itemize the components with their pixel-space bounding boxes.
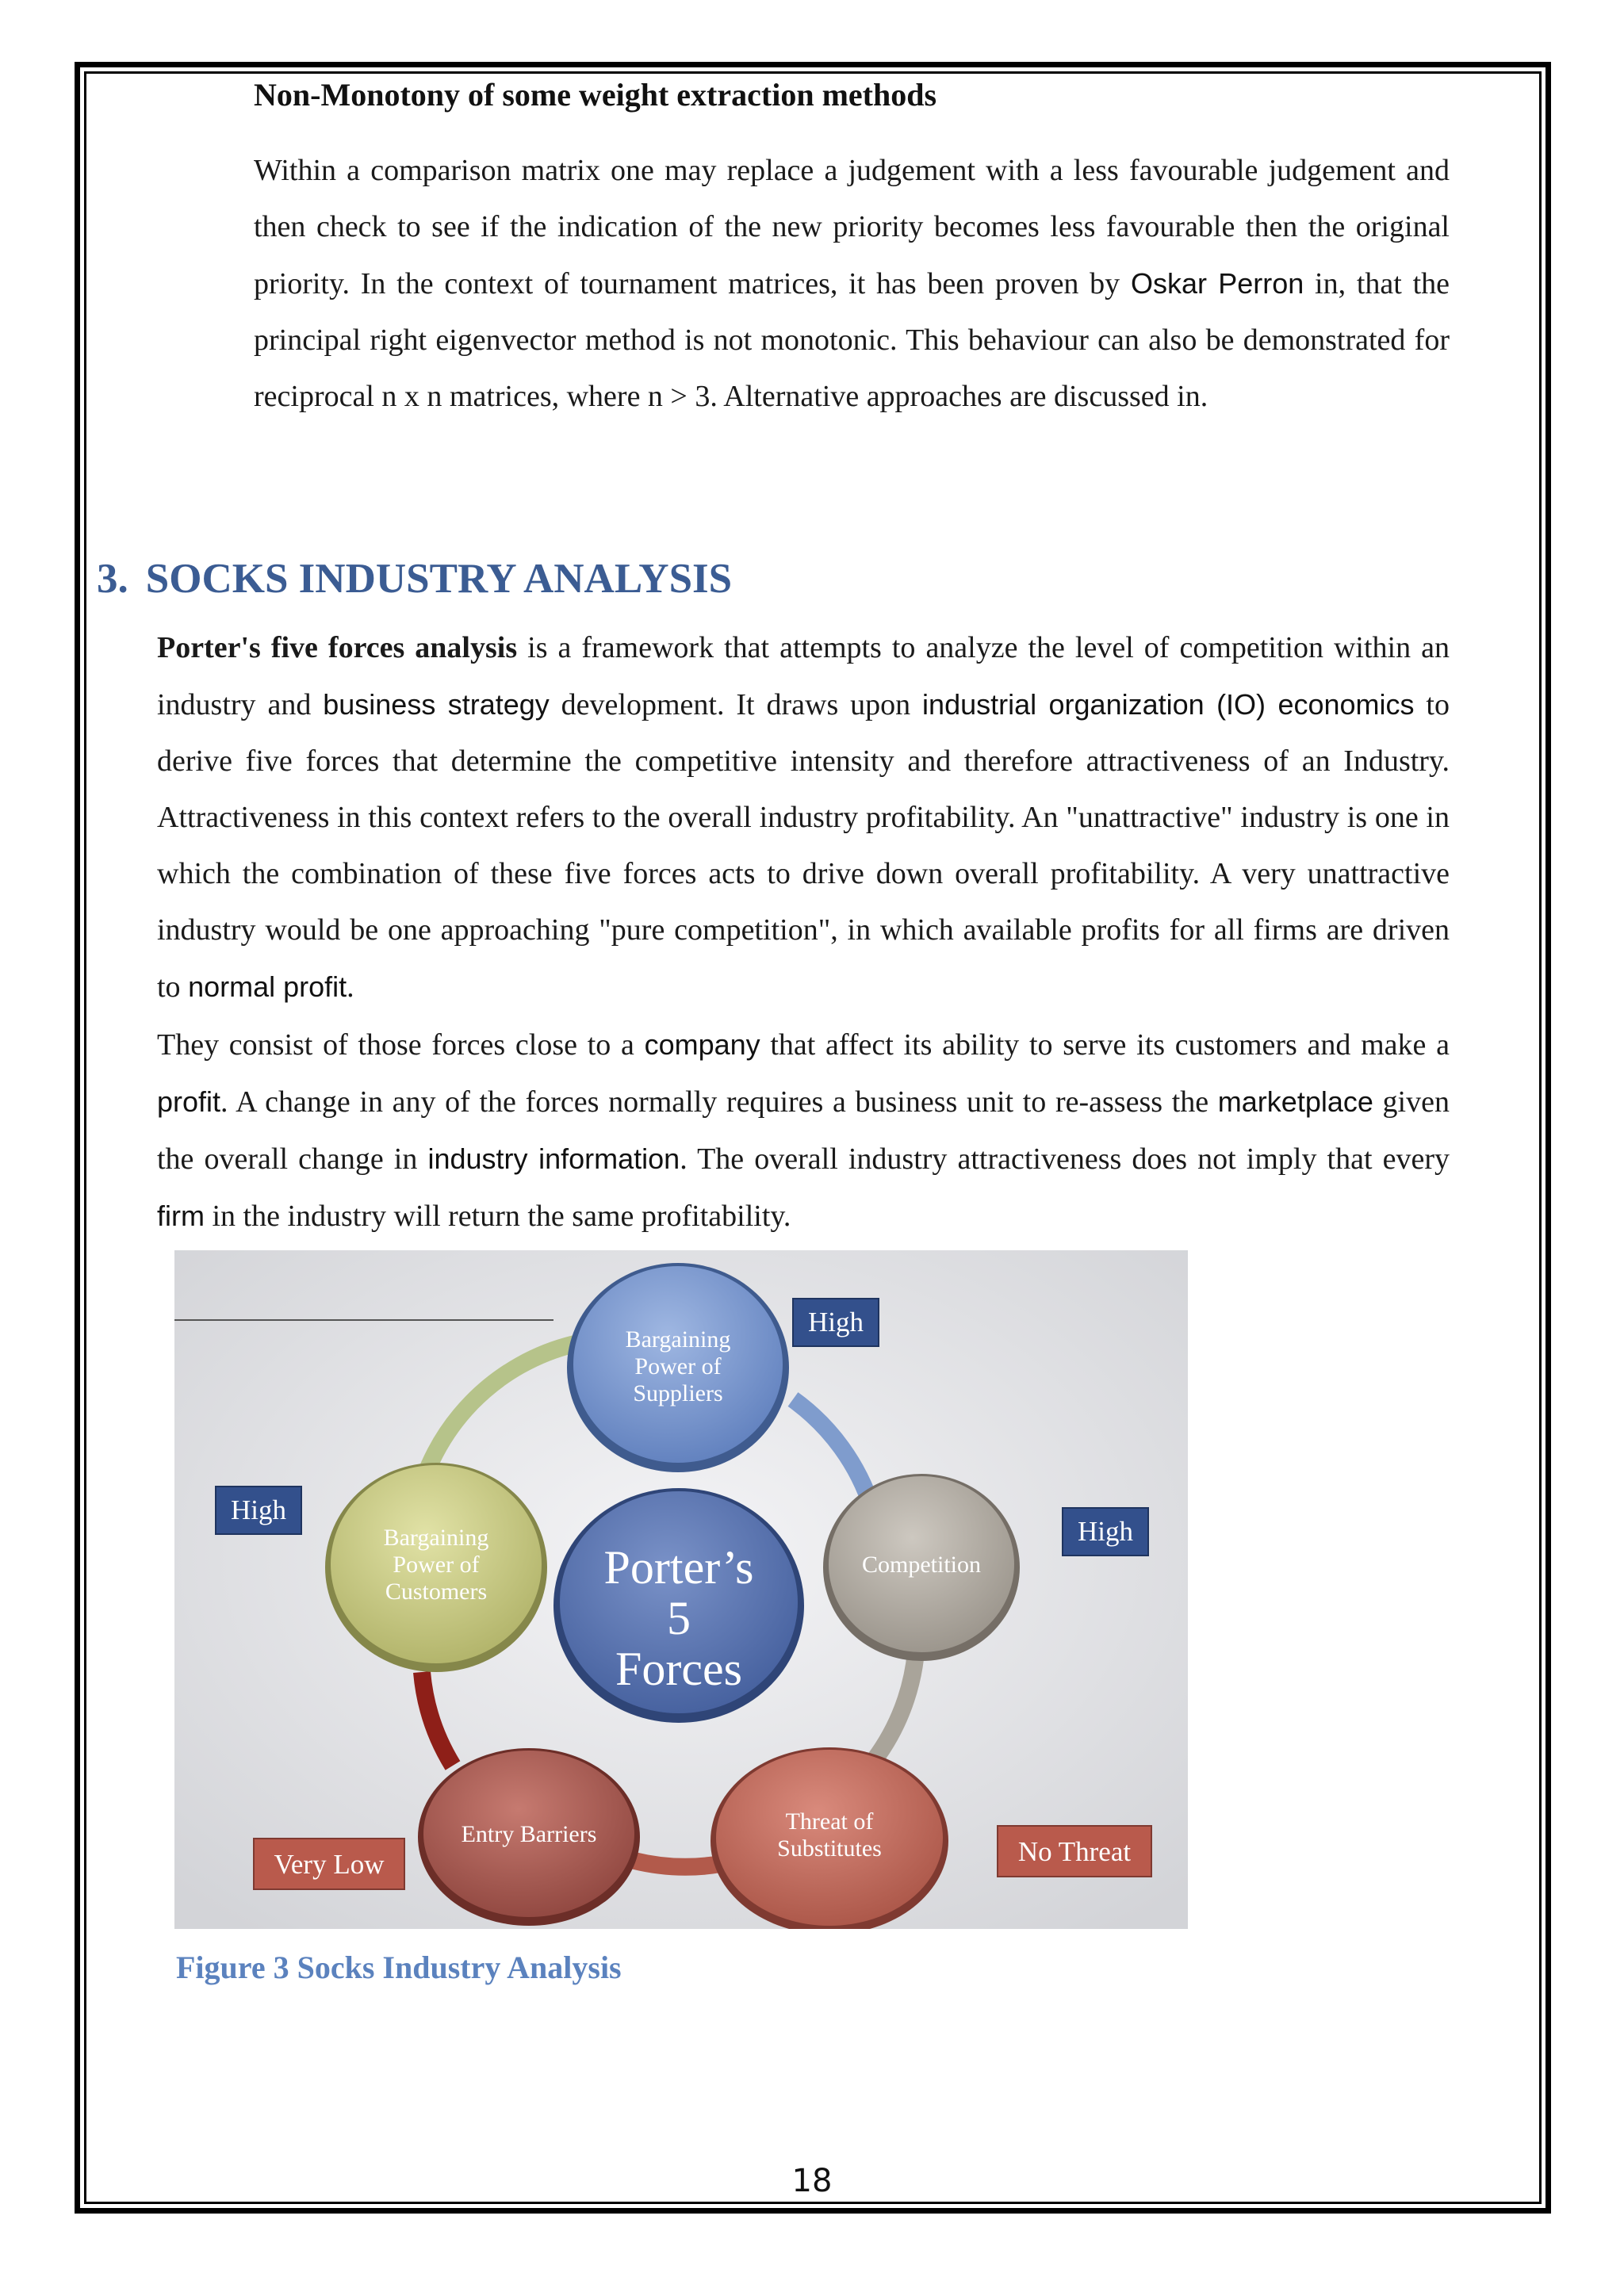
text-run: in the industry will return the same profitability. <box>204 1200 791 1233</box>
text-run: . The overall industry attractiveness does not imply that every <box>680 1142 1450 1176</box>
force-customers <box>325 1463 547 1672</box>
svg-text:High: High <box>1078 1516 1133 1547</box>
section-heading <box>97 555 732 603</box>
link-io-economics[interactable]: industrial organization (IO) economics <box>922 688 1415 721</box>
paragraph-monotony <box>254 143 1450 425</box>
svg-text:Very Low: Very Low <box>274 1849 385 1880</box>
force-entry-barriers <box>418 1748 640 1926</box>
paragraph-forces <box>157 1016 1450 1245</box>
subsection-heading: Non-Monotony of some weight extraction methods <box>254 77 937 113</box>
svg-text:High: High <box>808 1307 864 1337</box>
text-run: given the overall change in <box>157 1085 1450 1176</box>
section-title: SOCKS INDUSTRY ANALYSIS <box>145 556 733 602</box>
force-suppliers <box>567 1263 789 1472</box>
center-circle <box>553 1488 804 1723</box>
rating-badge-competition <box>1063 1508 1148 1556</box>
link-business-strategy[interactable]: business strategy <box>323 688 550 721</box>
text-run: in, that the principal right eigenvector method is not monotonic. This behaviour can also be demonstrated for reciprocal n x n matrices, where n > 3. Alternative approaches are discussed in. <box>254 267 1450 413</box>
text-run: to derive five forces that determine the competitive intensity and therefore attractiveness of an Industry. Attractiveness in this context refers to the overall industry profitability. An "unattractive" industry is one in which the combination of these five forces acts to drive down overall profitability. A very unattractive industry would be one approaching "pure competition", in which available profits for all firms are driven to <box>157 688 1450 1004</box>
link-company[interactable]: company <box>644 1028 760 1061</box>
customers-label: Bargaining Power of Customers <box>383 1525 489 1605</box>
rating-badge-substitutes <box>998 1826 1151 1877</box>
link-normal-profit[interactable]: normal profit <box>188 970 347 1003</box>
porter-five-forces-figure <box>174 1250 1188 1929</box>
link-marketplace[interactable]: marketplace <box>1217 1085 1373 1118</box>
force-substitutes <box>710 1747 948 1929</box>
center-label: Porter’s 5 Forces <box>603 1541 754 1695</box>
page-number: 18 <box>791 2163 833 2199</box>
text-run: is a framework that attempts to analyze the level of competition within an industry and <box>157 631 1450 721</box>
rating-badge-suppliers <box>793 1299 879 1346</box>
text-run: They consist of those forces close to a <box>157 1028 645 1062</box>
entry-barriers-label: Entry Barriers <box>461 1821 597 1847</box>
svg-text:No Threat: No Threat <box>1017 1836 1132 1867</box>
five-forces-diagram <box>174 1250 1188 1929</box>
competition-label: Competition <box>862 1552 981 1578</box>
link-profit[interactable]: profit <box>157 1085 221 1118</box>
rating-badge-entry-barriers <box>254 1839 404 1889</box>
paragraph-porter <box>157 620 1450 1016</box>
figure-caption: Figure 3 Socks Industry Analysis <box>176 1950 622 1985</box>
link-industry-information[interactable]: industry information <box>427 1142 680 1175</box>
suppliers-label: Bargaining Power of Suppliers <box>625 1326 731 1406</box>
text-run: that affect its ability to serve its customers and make a <box>760 1028 1450 1062</box>
text-run: . A change in any of the forces normally requires a business unit to re-assess the <box>220 1085 1218 1119</box>
text-run: Within a comparison matrix one may replace a judgement with a less favourable judgement and then check to see if the indication of the new priority becomes less favourable then the original priority. In the context of tournament matrices, it has been proven by <box>254 154 1450 300</box>
svg-text:High: High <box>231 1494 286 1525</box>
text-run: development. It draws upon <box>549 688 923 721</box>
rating-badge-customers <box>216 1487 301 1534</box>
link-firm[interactable]: firm <box>157 1200 205 1232</box>
substitutes-label: Threat of Substitutes <box>777 1808 882 1862</box>
text-run: . <box>347 970 354 1004</box>
section-number: 3. <box>97 556 128 602</box>
link-oskar-perron[interactable]: Oskar Perron <box>1130 267 1304 300</box>
force-competition <box>823 1474 1020 1661</box>
term-porters-five-forces[interactable]: Porter's five forces analysis <box>157 631 518 664</box>
